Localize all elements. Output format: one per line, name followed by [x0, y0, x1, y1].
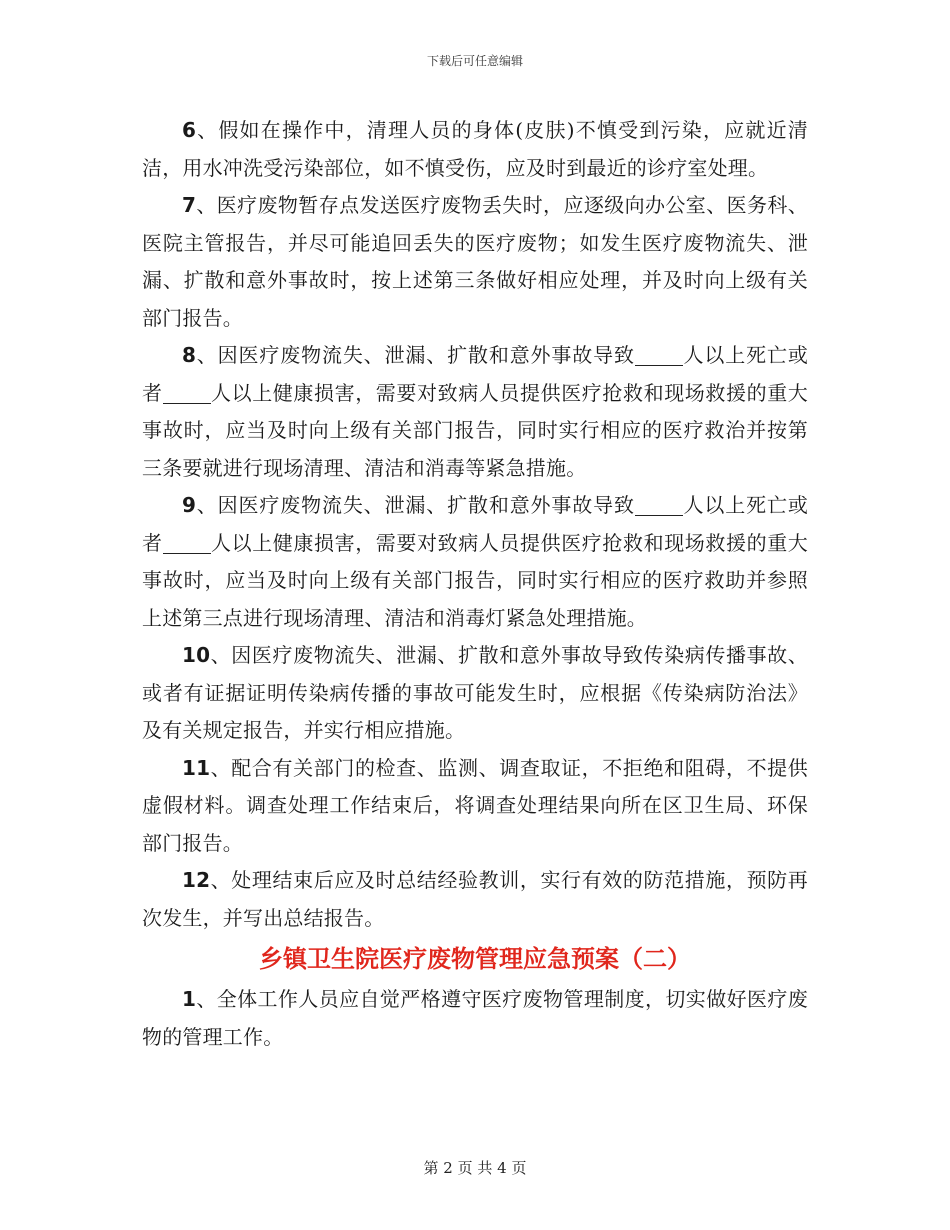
item-text: 假如在操作中，清理人员的身体(皮肤)不慎受到污染，应就近清洁，用水冲洗受污染部位，如不慎受伤，应及时到最近的诊疗室处理。: [142, 118, 808, 180]
item-text: 全体工作人员应自觉严格遵守医疗废物管理制度，切实做好医疗废物的管理工作。: [142, 987, 808, 1049]
item-number: 6: [182, 118, 197, 142]
section-item-1: [142, 981, 808, 1056]
item-separator: 、: [196, 987, 217, 1011]
item-number: 11: [182, 755, 211, 780]
fill-in-blank: [635, 345, 683, 366]
item-text: 处理结束后应及时总结经验教训，实行有效的防范措施，预防再次发生，并写出总结报告。: [142, 868, 808, 930]
fill-in-blank: [163, 533, 211, 554]
item-text: 配合有关部门的检查、监测、调查取证，不拒绝和阻碍，不提供虚假材料。调查处理工作结束后，将调查处理结果向所在区卫生局、环保部门报告。: [142, 755, 808, 855]
item-11: [142, 750, 808, 863]
item-separator: 、: [210, 868, 232, 892]
item-text-part: 因医疗废物流失、泄漏、扩散和意外事故导致: [217, 343, 635, 367]
item-number: 7: [182, 193, 197, 217]
page-footer: 第 2 页 共 4 页: [423, 1159, 527, 1177]
item-number: 10: [182, 643, 211, 667]
item-9: [142, 487, 808, 637]
item-separator: 、: [210, 643, 232, 667]
item-text-part: 因医疗废物流失、泄漏、扩散和意外事故导致: [217, 493, 635, 517]
item-separator: 、: [196, 493, 218, 517]
item-number: 1: [182, 987, 197, 1011]
item-10: [142, 637, 808, 750]
item-text-part: 人以上死亡或者: [142, 493, 809, 555]
item-6: [142, 112, 808, 187]
fill-in-blank: [635, 495, 683, 516]
item-separator: 、: [196, 118, 219, 142]
item-7: [142, 187, 808, 337]
page-header: 下载后可任意编辑: [426, 54, 523, 68]
fill-in-blank: [163, 383, 211, 404]
document-body: [142, 112, 808, 1056]
item-text: 因医疗废物流失、泄漏、扩散和意外事故导致传染病传播事故、或者有证据证明传染病传播的事故可能发生时，应根据《传染病防治法》及有关规定报告，并实行相应措施。: [142, 643, 808, 742]
item-text-part: 人以上健康损害，需要对致病人员提供医疗抢救和现场救援的重大事故时，应当及时向上级有关部门报告，同时实行相应的医疗救助并参照上述第三点进行现场清理、清洁和消毒灯紧急处理措施。: [142, 530, 808, 630]
item-number: 12: [182, 868, 211, 892]
item-text-part: 人以上死亡或者: [142, 343, 809, 405]
item-separator: 、: [196, 343, 218, 367]
item-separator: 、: [210, 755, 232, 780]
item-8: [142, 337, 808, 487]
item-number: 8: [182, 343, 197, 367]
item-text-part: 人以上健康损害，需要对致病人员提供医疗抢救和现场救援的重大事故时，应当及时向上级有关部门报告，同时实行相应的医疗救治并按第三条要就进行现场清理、清洁和消毒等紧急措施。: [142, 380, 808, 480]
item-number: 9: [182, 493, 197, 517]
item-text: 医疗废物暂存点发送医疗废物丢失时，应逐级向办公室、医务科、医院主管报告，并尽可能追回丢失的医疗废物；如发生医疗废物流失、泄漏、扩散和意外事故时，按上述第三条做好相应处理，并及时向上级有关部门报告。: [142, 193, 808, 330]
item-separator: 、: [196, 193, 217, 217]
section-title: 乡镇卫生院医疗废物管理应急预案（二）: [259, 945, 691, 973]
item-12: [142, 862, 808, 937]
